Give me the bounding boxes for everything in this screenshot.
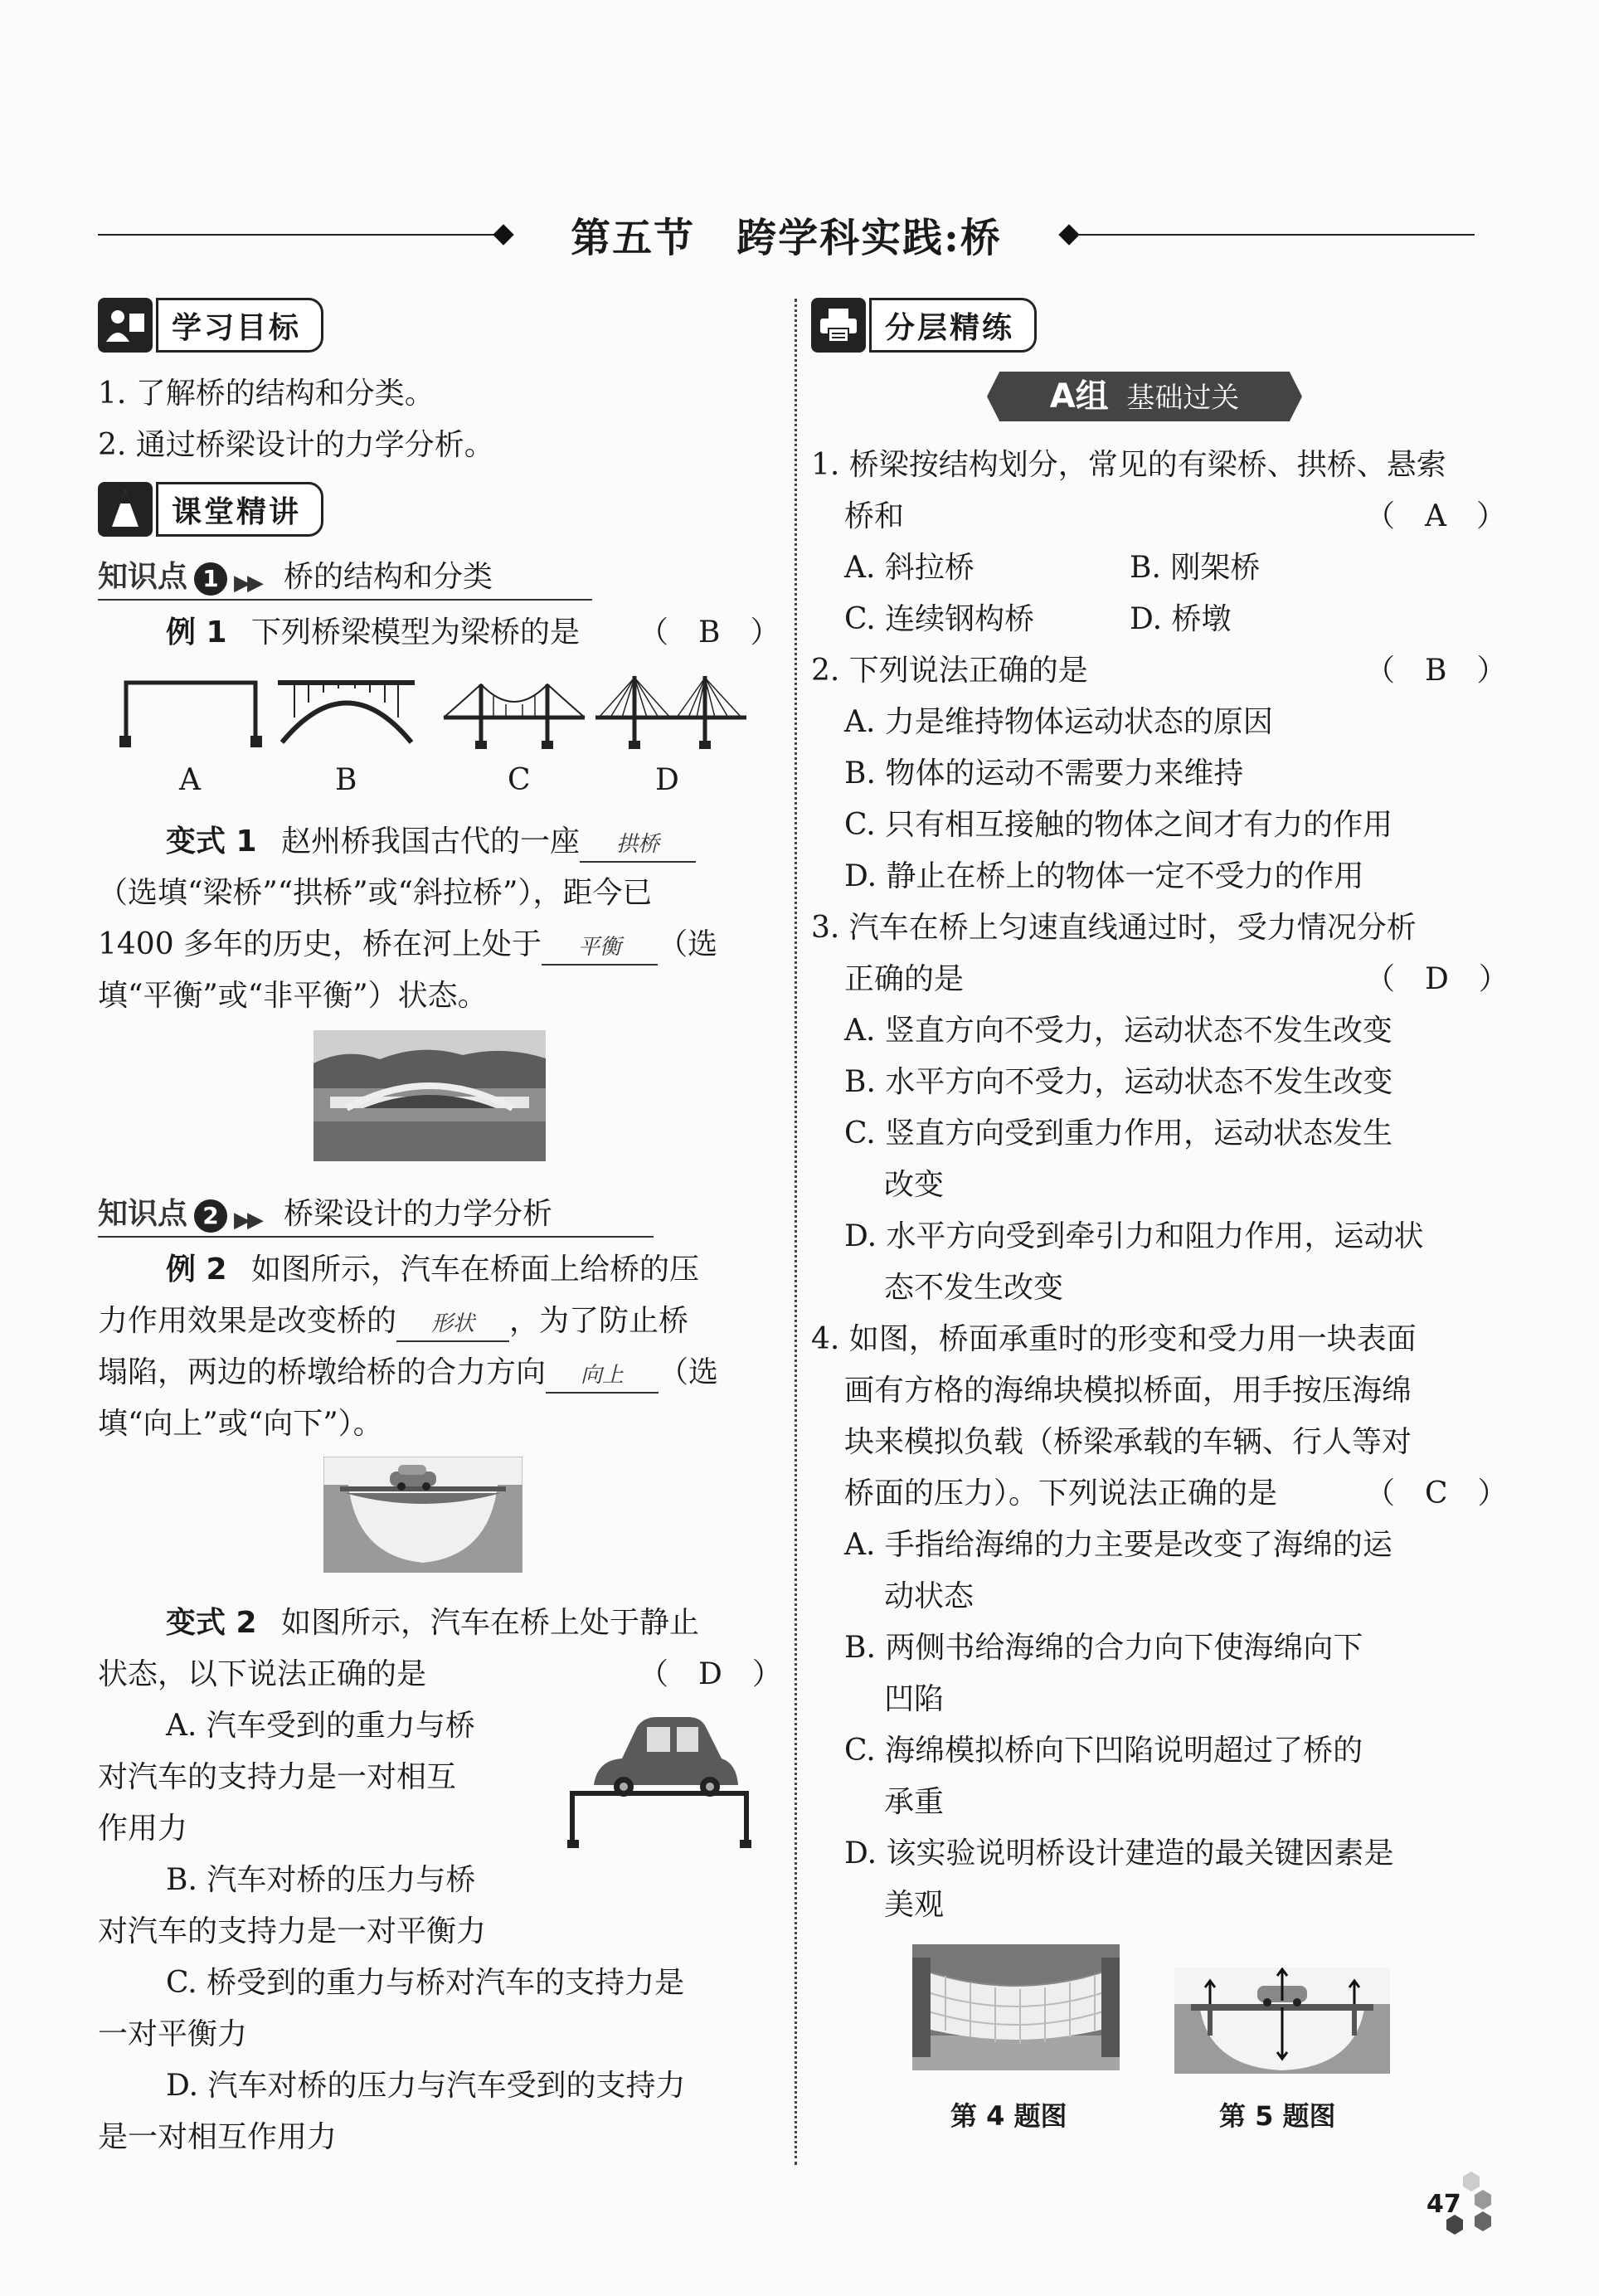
q3-line-2: 正确的是 [844,962,965,996]
example-2-text-3a: 塌陷，两边的桥墩给桥的合力方向 [98,1355,547,1389]
suspension-bridge-model [444,684,585,749]
printer-icon [811,298,866,353]
q4-option-B-2: 凹陷 [884,1682,945,1716]
option-B-label: B [335,763,357,797]
car-bridge-force-diagram [1174,1968,1390,2074]
practice-badge-label: 分层精练 [869,298,1037,353]
title-rule-left [98,234,496,236]
q2-option-B: B. 物体的运动不需要力来维持 [844,756,1244,790]
q2-answer: （ B ） [1365,654,1507,688]
variant-2-option-B-1: B. 汽车对桥的压力与桥 [166,1863,476,1897]
lecture-badge [98,481,323,538]
title-diamond-left [493,224,513,245]
goal-2: 2. 通过桥梁设计的力学分析。 [98,428,494,462]
q4-option-D-2: 美观 [884,1888,945,1922]
figure-5-caption: 第 5 题图 [1219,2100,1336,2132]
q3-option-D-1: D. 水平方向受到牵引力和阻力作用，运动状 [844,1219,1424,1253]
example-2-blank-1: 形状 [396,1307,509,1342]
page-number: 47 [1426,2190,1461,2219]
q4-option-C-1: C. 海绵模拟桥向下凹陷说明超过了桥的 [844,1734,1363,1768]
kp1-number-icon: 1 [194,562,227,596]
cable-stayed-bridge-model [595,676,746,749]
example-2-text-2a: 力作用效果是改变桥的 [98,1304,397,1338]
q1-option-B: B. 刚架桥 [1130,551,1261,585]
goals-badge-label: 学习目标 [156,298,323,353]
teacher-icon [98,298,153,353]
example-2-line-3 [98,1347,718,1399]
variant-1-text-3b: （选 [658,927,718,961]
kp2-label: 知识点 [98,1197,188,1231]
title-rule-right [1077,234,1475,236]
option-C-label: C [508,763,531,797]
q2-line-1: 2. 下列说法正确的是 [811,654,1088,688]
kp2-number-icon: 2 [194,1199,227,1233]
variant-1-blank-2: 平衡 [542,931,658,966]
double-arrow-icon: ▶▶ [234,571,261,596]
variant-1-text-3a: 1400 多年的历史，桥在河上处于 [98,927,542,961]
q4-line-4: 桥面的压力）。下列说法正确的是 [844,1476,1278,1510]
q3-option-D-2: 态不发生改变 [884,1271,1064,1305]
variant-2-line-1 [166,1598,699,1649]
q4-option-A-2: 动状态 [884,1579,974,1613]
variant-1-text-1: 赵州桥我国古代的一座 [281,825,581,859]
example-2-line-2 [98,1296,688,1347]
q1-option-A: A. 斜拉桥 [844,551,974,585]
q4-option-A-1: A. 手指给海绵的力主要是改变了海绵的运 [844,1528,1392,1562]
q1-option-C: C. 连续钢构桥 [844,602,1035,636]
q3-line-1: 3. 汽车在桥上匀速直线通过时，受力情况分析 [811,911,1417,945]
kp2-title: 桥梁设计的力学分析 [284,1197,553,1231]
q3-option-B: B. 水平方向不受力，运动状态不发生改变 [844,1065,1393,1099]
example-2-line-4: 填“向上”或“向下”）。 [98,1407,383,1441]
practice-badge [811,297,1037,353]
example-2-text-2b: ，为了防止桥 [509,1304,689,1338]
bridge-models-figure [116,668,746,751]
q1-answer: （ A ） [1365,499,1506,533]
q1-line-1: 1. 桥梁按结构划分，常见的有梁桥、拱桥、悬索 [811,448,1446,482]
variant-1-line-4: 填“平衡”或“非平衡”）状态。 [98,979,488,1013]
kp1-label: 知识点 [98,560,188,594]
example-1 [166,607,580,659]
variant-1-label: 变式 1 [166,825,257,859]
group-a-name: A组 [1049,377,1109,416]
car-on-bridge-figure [323,1457,522,1573]
variant-2-answer: （ D ） [639,1657,782,1691]
page-title: 第五节 跨学科实践:桥 [571,215,1002,261]
q4-line-3: 块来模拟负载（桥梁承载的车辆、行人等对 [844,1425,1412,1459]
pencil-icon [98,482,153,537]
variant-2-option-A-1: A. 汽车受到的重力与桥 [166,1709,475,1743]
option-A-label: A [179,763,201,797]
variant-2-option-D-1: D. 汽车对桥的压力与汽车受到的支持力 [166,2069,686,2103]
example-2-text-1: 如图所示，汽车在桥面上给桥的压 [251,1253,700,1287]
example-2-blank-2: 向上 [546,1359,659,1394]
knowledge-point-2 [98,1191,654,1238]
goal-1: 1. 了解桥的结构和分类。 [98,377,435,411]
variant-2-option-C-1: C. 桥受到的重力与桥对汽车的支持力是 [166,1966,685,2000]
lecture-badge-label: 课堂精讲 [156,482,323,537]
q4-option-B-1: B. 两侧书给海绵的合力向下使海绵向下 [844,1631,1363,1665]
column-divider [795,299,797,2165]
variant-2-option-D-2: 是一对相互作用力 [98,2120,338,2154]
variant-1-blank-1: 拱桥 [580,828,696,863]
variant-2-option-A-2: 对汽车的支持力是一对相互 [98,1760,457,1794]
q1-option-D: D. 桥墩 [1130,602,1232,636]
group-a-banner [987,372,1302,421]
variant-1-line-3 [98,919,717,970]
q3-option-C-1: C. 竖直方向受到重力作用，运动状态发生 [844,1116,1393,1150]
q4-line-2: 画有方格的海绵块模拟桥面，用手按压海绵 [844,1374,1412,1408]
variant-2-option-C-2: 一对平衡力 [98,2017,248,2051]
q4-answer: （ C ） [1365,1476,1508,1510]
variant-1-line-1 [166,816,696,868]
sponge-bridge-photo [912,1944,1120,2070]
example-1-label: 例 1 [166,615,227,649]
example-1-text: 下列桥梁模型为梁桥的是 [251,615,581,649]
q4-option-D-1: D. 该实验说明桥设计建造的最关键因素是 [844,1836,1394,1870]
q2-option-C: C. 只有相互接触的物体之间才有力的作用 [844,808,1393,842]
section-title-row [98,206,1475,264]
kp1-title: 桥的结构和分类 [284,560,493,594]
car-on-beam-bridge-figure [564,1709,755,1850]
variant-2-line-2: 状态，以下说法正确的是 [98,1657,427,1691]
example-2-label: 例 2 [166,1253,227,1287]
variant-2-text-1: 如图所示，汽车在桥上处于静止 [281,1606,700,1640]
figure-4-caption: 第 4 题图 [950,2100,1067,2132]
example-2-line-1 [166,1244,699,1296]
goals-badge [98,297,323,353]
double-arrow-icon: ▶▶ [234,1208,261,1233]
variant-1-line-2: （选填“梁桥”“拱桥”或“斜拉桥”），距今已 [98,876,653,910]
q3-answer: （ D ） [1365,962,1509,996]
q3-option-C-2: 改变 [884,1168,945,1202]
knowledge-point-1 [98,554,592,601]
q4-option-C-2: 承重 [884,1785,945,1819]
example-1-answer: （ B ） [639,615,780,649]
q1-line-2: 桥和 [844,499,905,533]
zhaozhou-bridge-photo [313,1030,546,1161]
q3-option-A: A. 竖直方向不受力，运动状态不发生改变 [844,1014,1392,1048]
variant-2-label: 变式 2 [166,1606,257,1640]
q2-option-D: D. 静止在桥上的物体一定不受力的作用 [844,859,1364,893]
group-a-subtitle: 基础过关 [1126,382,1240,415]
example-2-text-3b: （选 [659,1355,719,1389]
arch-bridge-model [278,683,415,742]
variant-2-option-B-2: 对汽车的支持力是一对平衡力 [98,1914,487,1948]
variant-2-option-A-3: 作用力 [98,1812,188,1846]
beam-bridge-model [119,683,262,747]
q4-line-1: 4. 如图，桥面承重时的形变和受力用一块表面 [811,1322,1417,1356]
option-D-label: D [655,763,679,797]
q2-option-A: A. 力是维持物体运动状态的原因 [844,705,1273,739]
